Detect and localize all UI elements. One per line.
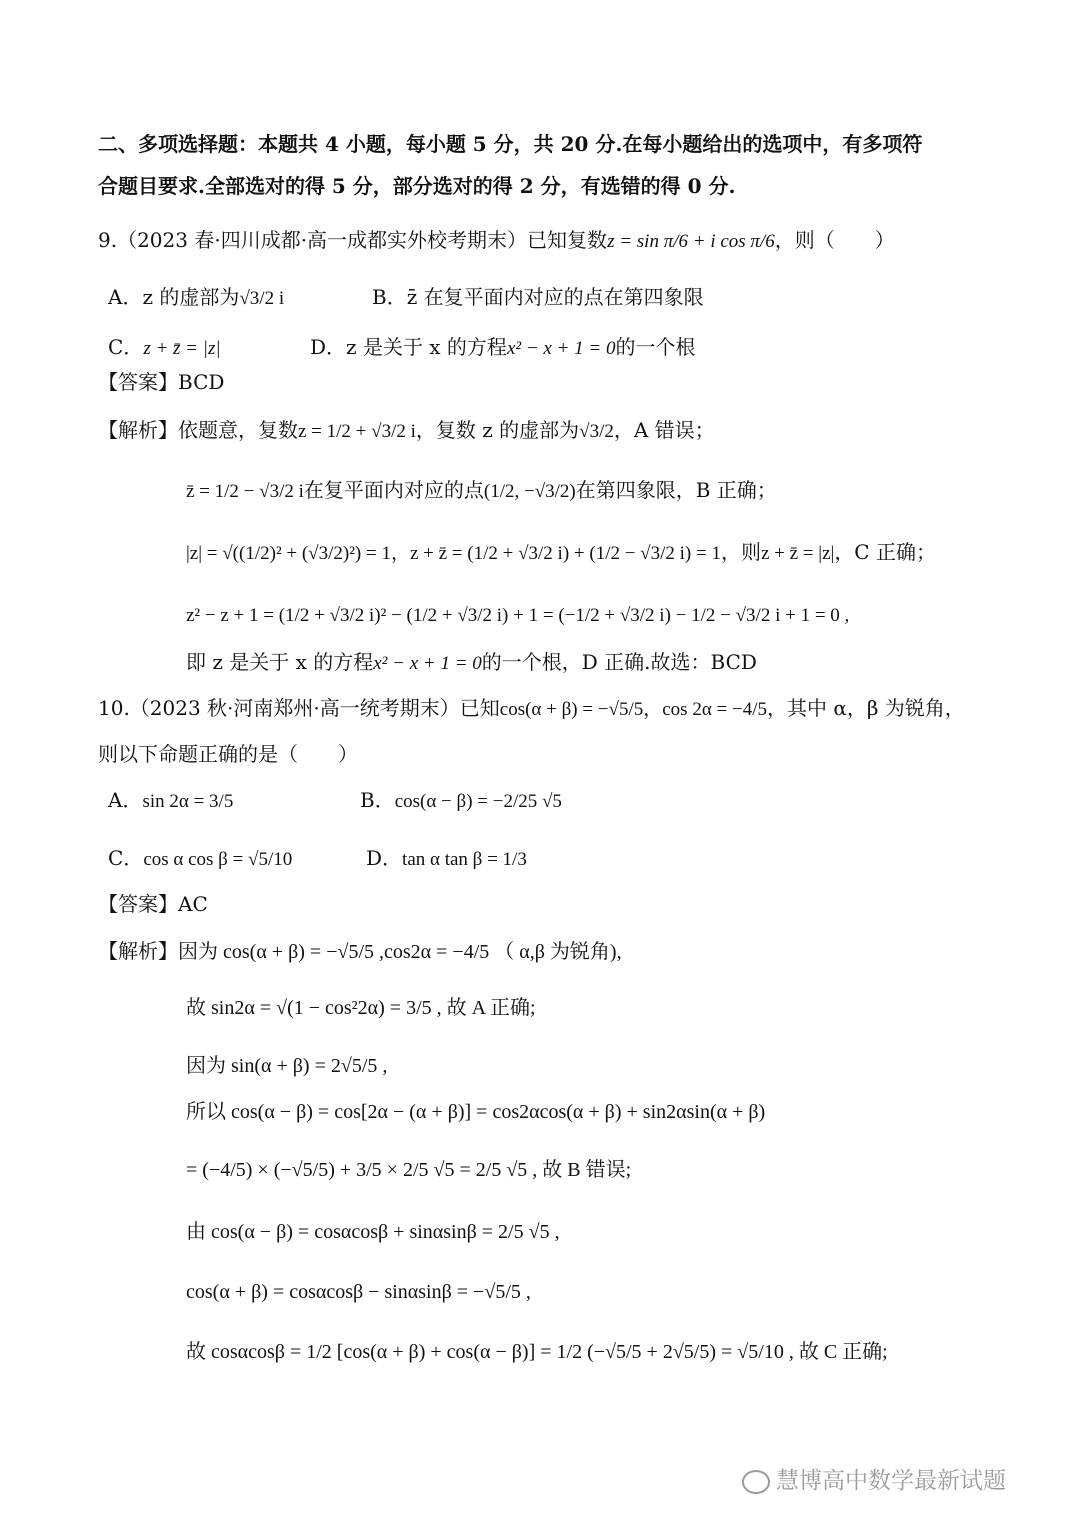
q9-sol-l3-text2: ，C 正确；	[834, 540, 936, 564]
q9-option-d-text1: z 是关于 x 的方程	[346, 335, 507, 359]
q9-sol-l1-text: ，复数 z 的虚部为	[415, 418, 580, 442]
q9-sol-l1-math2: √3/2	[579, 421, 614, 442]
q10-stem-suffix: ，其中 α，β 为锐角，	[767, 696, 965, 720]
q10-stem-line2: 则以下命题正确的是（ ）	[98, 742, 358, 766]
q10-option-d	[366, 846, 527, 872]
q9-sol-l3-math2: ，z + z̄ = (1/2 + √3/2 i) + (1/2 − √3/2 i) = 1	[390, 543, 721, 564]
q9-stem-prefix: 9.（2023 春·四川成都·高一成都实外校考期末）已知复数	[98, 228, 608, 252]
q10-stem-prefix: 10.（2023 秋·河南郑州·高一统考期末）已知	[98, 696, 500, 720]
q10-solution-line7: cos(α + β) = cosαcosβ − sinαsinβ = −√5/5 ,	[186, 1281, 531, 1303]
q9-sol-l5-text2: 的一个根，D 正确.故选：BCD	[481, 650, 757, 674]
q10-solution-line4: 所以 cos(α − β) = cos[2α − (α + β)] = cos2αcos(α + β) + sin2αsin(α + β)	[186, 1101, 766, 1123]
q10-stem-math: cos(α + β) = −√5/5	[499, 699, 644, 720]
q9-sol-l2-text: 在复平面内对应的点	[303, 478, 484, 502]
q9-sol-l1-text2: ，A 错误；	[613, 418, 715, 442]
q9-solution-line1	[98, 418, 715, 444]
q9-solution-line5	[186, 650, 757, 676]
q10-solution-line3: 因为 sin(α + β) = 2√5/5 ,	[186, 1055, 388, 1077]
q9-option-d	[310, 335, 695, 361]
q9-sol-l3-math: |z| = √((1/2)² + (√3/2)²) = 1	[186, 543, 391, 564]
q10-solution-line8: 故 cosαcosβ = 1/2 [cos(α + β) + cos(α − β)] = 1/2 (−√5/5 + 2√5/5) = √5/10 , 故 C 正确;	[186, 1341, 888, 1363]
q9-stem	[98, 228, 895, 254]
q9-option-c	[108, 335, 221, 361]
watermark-text: 慧博高中数学最新试题	[776, 1468, 1006, 1494]
q10-stem	[98, 696, 965, 722]
q10-stem-math2: ，cos 2α = −4/5	[643, 699, 767, 720]
q10-option-b-math: cos(α − β) = −2/25 √5	[394, 791, 562, 812]
q9-solution-line4	[186, 602, 849, 628]
q10-option-a-math: sin 2α = 3/5	[142, 791, 234, 812]
q10-option-a	[108, 788, 233, 814]
q9-solution-intro: 【解析】依题意，复数	[98, 418, 298, 442]
q9-option-b	[372, 285, 704, 309]
q10-option-d-math: tan α tan β = 1/3	[402, 849, 527, 870]
q9-option-d-math: x² − x + 1 = 0	[506, 338, 616, 359]
q10-solution-line6: 由 cos(α − β) = cosαcosβ + sinαsinβ = 2/5 √5 ,	[186, 1221, 560, 1243]
q9-option-c-label: C．	[108, 335, 144, 359]
q9-answer: 【答案】BCD	[98, 370, 225, 394]
q9-option-a-text: z 的虚部为	[142, 285, 240, 309]
section-heading-line1: 二、多项选择题：本题共 4 小题，每小题 5 分，共 20 分.在每小题给出的选项中，有多项符	[98, 132, 923, 156]
q10-answer: 【答案】AC	[98, 892, 208, 916]
q9-stem-math: z = sin π/6 + i cos π/6	[607, 231, 775, 252]
q10-option-c-math: cos α cos β = √5/10	[143, 849, 293, 870]
q10-option-a-label: A．	[108, 788, 143, 812]
q9-solution-line3	[186, 540, 936, 566]
watermark	[742, 1462, 1006, 1495]
q9-option-b-label: B．	[372, 285, 407, 309]
q9-sol-l1-math: z = 1/2 + √3/2 i	[298, 421, 416, 442]
q9-option-d-text2: 的一个根	[615, 335, 696, 359]
q10-option-b	[360, 788, 562, 814]
q10-solution-line2: 故 sin2α = √(1 − cos²2α) = 3/5 , 故 A 正确;	[186, 997, 536, 1019]
q9-option-c-math: z + z̄ = |z|	[143, 338, 221, 359]
q9-solution-line2	[186, 478, 777, 504]
q9-sol-l2-math: z̄ = 1/2 − √3/2 i	[186, 481, 304, 502]
q9-option-a-label: A．	[108, 285, 143, 309]
q10-solution-line1: 【解析】因为 cos(α + β) = −√5/5 ,cos2α = −4/5 （ α,β 为锐角),	[98, 941, 622, 963]
q10-option-d-label: D．	[366, 846, 403, 870]
q9-option-b-text: z̄ 在复平面内对应的点在第四象限	[406, 285, 704, 309]
q9-sol-l2-math2: (1/2, −√3/2)	[483, 481, 576, 502]
wechat-icon	[742, 1470, 770, 1494]
q9-stem-suffix: ，则（ ）	[774, 228, 895, 252]
q9-sol-l5-math: x² − x + 1 = 0	[373, 653, 482, 674]
q9-option-a	[108, 285, 284, 311]
q9-sol-l2-text2: 在第四象限，B 正确；	[575, 478, 777, 502]
q9-option-a-math: √3/2 i	[239, 288, 285, 309]
q10-option-c-label: C．	[108, 846, 144, 870]
q9-sol-l4-math: z² − z + 1 = (1/2 + √3/2 i)² − (1/2 + √3/2 i) + 1 = (−1/2 + √3/2 i) − 1/2 − √3/2 i + 1 = 0 ,	[186, 605, 850, 626]
q9-sol-l3-text: ，则	[720, 540, 761, 564]
section-heading-line2: 合题目要求.全部选对的得 5 分，部分选对的得 2 分，有选错的得 0 分.	[98, 174, 736, 198]
q10-option-c	[108, 846, 292, 872]
q9-option-d-label: D．	[310, 335, 347, 359]
q9-sol-l5-text: 即 z 是关于 x 的方程	[186, 650, 374, 674]
q10-solution-line5: = (−4/5) × (−√5/5) + 3/5 × 2/5 √5 = 2/5 √5 , 故 B 错误;	[186, 1159, 632, 1181]
q10-option-b-label: B．	[360, 788, 395, 812]
q9-sol-l3-math3: z + z̄ = |z|	[760, 543, 835, 564]
